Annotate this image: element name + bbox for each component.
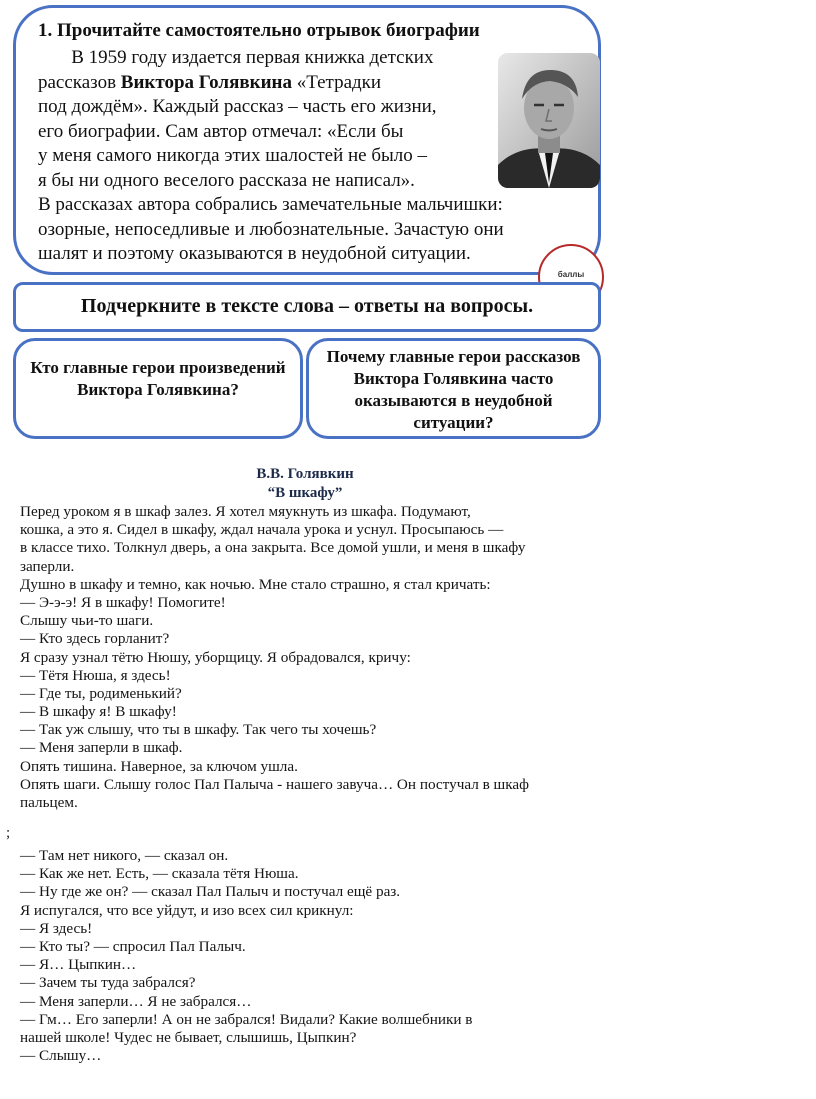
task-instruction: Подчеркните в тексте слова – ответы на вопросы.	[80, 295, 534, 317]
portrait-image	[498, 53, 600, 188]
biography-title: 1. Прочитайте самостоятельно отрывок биографии	[38, 20, 480, 41]
story-line: Слышу чьи-то шаги.	[20, 612, 154, 630]
bio-line: озорные, непоседливые и любознательные. Зачастую они	[38, 218, 504, 240]
story-line: — Слышу…	[20, 1047, 102, 1065]
story-line: Перед уроком я в шкаф залез. Я хотел мяукнуть из шкафа. Подумают,	[20, 503, 471, 520]
story-line: — Кто здесь горланит?	[20, 630, 170, 648]
story-line: — Я… Цыпкин…	[20, 956, 137, 974]
biography-box	[13, 5, 601, 275]
bio-line: его биографии. Сам автор отмечал: «Если бы	[38, 120, 404, 142]
story-text-part-1	[20, 503, 529, 812]
question-box-2	[306, 338, 601, 439]
story-line: Опять шаги. Слышу голос Пал Палыча - нашего завуча… Он постучал в шкаф	[20, 775, 529, 793]
story-line: — В шкафу я! В шкафу!	[20, 703, 177, 721]
bio-line: В 1959 году издается первая книжка детских	[38, 47, 434, 68]
bio-line: шалят и поэтому оказываются в неудобной ситуации.	[38, 243, 471, 264]
story-line: — Кто ты? — спросил Пал Палыч.	[20, 937, 246, 955]
story-line: — Там нет никого, — сказал он.	[20, 847, 229, 864]
story-line: Я сразу узнал тётю Нюшу, уборщицу. Я обрадовался, кричу:	[20, 648, 411, 666]
task-box	[13, 282, 601, 332]
story-line: — Меня заперли в шкаф.	[20, 739, 183, 757]
story-title: “В шкафу”	[267, 485, 343, 501]
story-line: кошка, а это я. Сидел в шкафу, ждал начала урока и уснул. Просыпаюсь —	[20, 521, 504, 539]
story-line: Я испугался, что все уйдут, и изо всех сил крикнул:	[20, 901, 354, 919]
story-text-part-2	[20, 847, 472, 1065]
bio-line: рассказов Виктора Голявкина «Тетрадки	[38, 71, 382, 93]
story-line: — Гм… Его заперли! А он не забрался! Видали? Какие волшебники в	[20, 1010, 473, 1028]
stray-mark: ;	[6, 825, 11, 841]
bio-line: я бы ни одного веселого рассказа не написал».	[38, 169, 415, 191]
story-line: — Ну где же он? — сказал Пал Палыч и постучал ещё раз.	[20, 883, 401, 901]
question-box-1	[13, 338, 303, 439]
question-1: Кто главные герои произведений Виктора Голявкина?	[30, 358, 286, 399]
author-portrait-photo	[498, 53, 600, 188]
score-label: баллы	[557, 270, 585, 279]
story-line: — Где ты, родименький?	[20, 684, 182, 702]
biography-text	[38, 46, 504, 267]
story-line: — Меня заперли… Я не забрался…	[20, 992, 252, 1010]
story-line: — Зачем ты туда забрался?	[20, 974, 196, 992]
story-line: — Э-э-э! Я в шкафу! Помогите!	[20, 593, 226, 611]
story-line: нашей школе! Чудес не бывает, слышишь, Цыпкин?	[20, 1028, 357, 1046]
story-line: в классе тихо. Толкнул дверь, а она закрыта. Все домой ушли, и меня в шкафу	[20, 539, 526, 557]
story-line: Опять тишина. Наверное, за ключом ушла.	[20, 757, 298, 775]
bio-line: В рассказах автора собрались замечательные мальчишки:	[38, 194, 503, 215]
question-2: Почему главные герои рассказов Виктора Голявкина часто оказываются в неудобной ситуации?	[326, 347, 581, 432]
story-line: — Как же нет. Есть, — сказала тётя Нюша.	[20, 865, 299, 883]
story-line: — Тётя Нюша, я здесь!	[20, 666, 171, 684]
story-line: заперли.	[20, 557, 75, 575]
story-line: — Так уж слышу, что ты в шкафу. Так чего ты хочешь?	[20, 721, 377, 739]
story-author: В.В. Голявкин	[256, 466, 354, 482]
story-line: Душно в шкафу и темно, как ночью. Мне стало страшно, я стал кричать:	[20, 575, 491, 593]
bio-line: под дождём». Каждый рассказ – часть его жизни,	[38, 96, 437, 117]
story-line: пальцем.	[20, 794, 78, 811]
bio-line: у меня самого никогда этих шалостей не было –	[38, 145, 428, 166]
story-line: — Я здесь!	[20, 919, 93, 937]
